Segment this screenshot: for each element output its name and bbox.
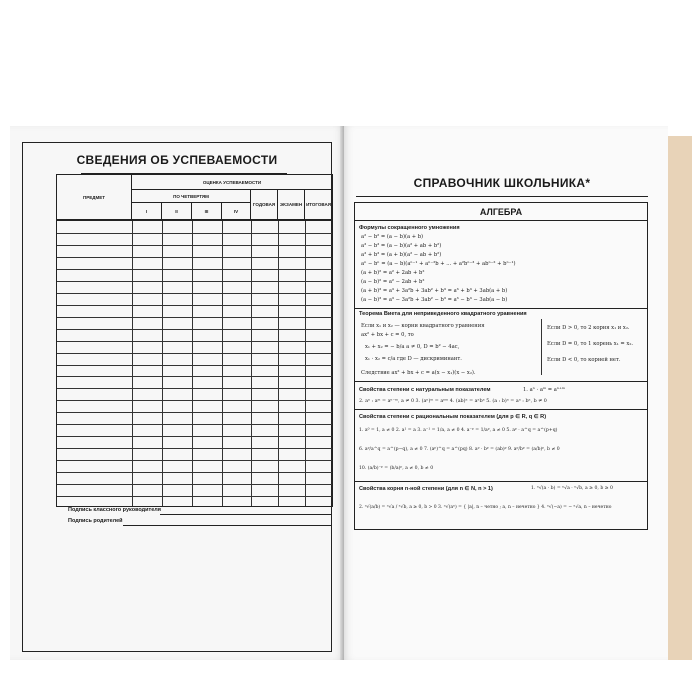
table-row-line [57, 293, 332, 294]
exp-line: 10. (a/b)⁻ᵖ = (b/a)ᵖ, a ≠ 0, b ≠ 0 [359, 466, 434, 471]
exp-line: 1. a⁰ = 1, a ≠ 0 2. a¹ = a 3. a⁻¹ = 1/a, a ≠ 0 4. a⁻ᵖ = 1/aᵖ, a ≠ 0 5. aᵖ · a^q = a^(p+q) [359, 428, 558, 433]
table-row-line [57, 305, 332, 306]
d-case: Если D = 0, то 1 корень x₁ = x₂. [547, 341, 634, 347]
table-column-line [278, 221, 279, 506]
table-row-line [57, 388, 332, 389]
table-row-line [57, 400, 332, 401]
viete-line: Если x₁ и x₂ — корни квадратного уравнения [361, 323, 485, 329]
formula-line: a³ − b³ = (a − b)(a² + ab + b²) [361, 243, 442, 249]
table-row-line [57, 376, 332, 377]
table-column-line [251, 221, 252, 506]
cover-edge [668, 136, 692, 660]
viete-line: x₁ · x₂ = c/a где D — дискриминант. [365, 356, 462, 362]
root-line: 2. ⁿ√(a/b) = ⁿ√a / ⁿ√b, a ≥ 0, b > 0 3. ⁿ√(aⁿ) = { |a|, n – четно ; a, n – нечетно } 4. ⁿ√(−a) = − ⁿ√a, n – нечетно [359, 505, 612, 510]
table-row-line [57, 412, 332, 413]
open-notebook [10, 126, 694, 660]
table-row-line [57, 353, 332, 354]
table-column-line [192, 221, 193, 506]
table-row-line [57, 341, 332, 342]
formula-line: aⁿ − bⁿ = (a − b)(aⁿ⁻¹ + aⁿ⁻²b + ... + a²bⁿ⁻³ + abⁿ⁻² + bⁿ⁻¹) [361, 261, 516, 267]
table-row-line [57, 365, 332, 366]
table-row-line [57, 448, 332, 449]
table-column-line [305, 221, 306, 506]
sig-parents-label: Подпись родителей [68, 518, 123, 524]
col-subject: ПРЕДМЕТ [56, 174, 132, 220]
col-quarters: ПО ЧЕТВЕРТЯМ [131, 189, 251, 203]
sec-root: Свойства корня n-ной степени (для n ∈ N, n > 1) [359, 486, 493, 492]
algebra-frame [354, 202, 648, 530]
col-final: ИТОГОВАЯ [304, 189, 333, 220]
grades-title: СВЕДЕНИЯ ОБ УСПЕВАЕМОСТИ [76, 153, 278, 167]
col-q2: II [161, 202, 192, 220]
table-row-line [57, 484, 332, 485]
root-line: 1. ⁿ√(a · b) = ⁿ√a · ⁿ√b, a ≥ 0, b ≥ 0 [531, 486, 613, 491]
exp-line: 1. aⁿ · aᵐ = aⁿ⁺ᵐ [523, 387, 566, 393]
table-row-line [57, 472, 332, 473]
viete-line: Следствие ax² + bx + c = a(x − x₁)(x − x₂). [361, 370, 476, 376]
table-row-line [57, 281, 332, 282]
col-q3: III [191, 202, 222, 220]
divider [355, 381, 647, 382]
d-case: Если D > 0, то 2 корня x₁ и x₂. [547, 325, 630, 331]
table-row-line [57, 496, 332, 497]
formula-line: a³ + b³ = (a + b)(a² − ab + b²) [361, 252, 442, 258]
exp-line: 6. aᵖ/a^q = a^(p−q), a ≠ 0 7. (aᵖ)^q = a^(pq) 8. aᵖ · bᵖ = (ab)ᵖ 9. aᵖ/bᵖ = (a/b)ᵖ, b ≠ 0 [359, 447, 560, 452]
table-row-line [57, 460, 332, 461]
divider [355, 308, 647, 309]
table-row-line [57, 233, 332, 234]
table-column-line [132, 221, 133, 506]
viete-line: ax² + bx + c = 0, то [361, 332, 414, 338]
left-page [10, 126, 344, 660]
formula-line: (a − b)² = a² − 2ab + b² [361, 279, 425, 285]
algebra-subtitle-line [355, 220, 647, 221]
sec-viete: Теорема Виета для неприведенного квадратного уравнения [359, 311, 527, 317]
sig-parents-line [123, 525, 332, 526]
sec-rational-exp: Свойства степени с рациональным показателем (для p ∈ R, q ∈ R) [359, 414, 547, 420]
sig-teacher-label: Подпись классного руководителя [68, 507, 161, 513]
reference-title-bar [356, 196, 648, 197]
table-column-line [162, 221, 163, 506]
divider [355, 481, 647, 482]
formula-line: a² − b² = (a − b)(a + b) [361, 234, 424, 240]
formula-line: (a + b)² = a² + 2ab + b² [361, 270, 425, 276]
table-column-line [222, 221, 223, 506]
right-page [344, 126, 668, 660]
sec-abbrev-mult: Формулы сокращенного умножения [359, 225, 460, 231]
algebra-subtitle: АЛГЕБРА [479, 207, 523, 217]
exp-line: 2. aⁿ : aᵐ = aⁿ⁻ᵐ, a ≠ 0 3. (aⁿ)ᵐ = aⁿᵐ 4. (ab)ⁿ = aⁿbⁿ 5. (a : b)ⁿ = aⁿ : bⁿ, b ≠ 0 [359, 399, 547, 404]
table-row-line [57, 424, 332, 425]
sig-teacher-line [160, 514, 332, 515]
divider [355, 409, 647, 410]
col-exam: ЭКЗАМЕН [277, 189, 305, 220]
reference-title: СПРАВОЧНИК ШКОЛЬНИКА* [413, 176, 591, 190]
col-q1: I [131, 202, 162, 220]
table-row-line [57, 436, 332, 437]
col-year: ГОДОВАЯ [250, 189, 278, 220]
grades-table-body [56, 220, 333, 507]
formula-line: (a + b)³ = a³ + 3a²b + 3ab² + b³ = a³ + b³ + 3ab(a + b) [361, 288, 508, 294]
viete-line: x₁ + x₂ = − b/a a ≠ 0, D = b² − 4ac, [365, 344, 460, 350]
table-row-line [57, 329, 332, 330]
table-row-line [57, 317, 332, 318]
viete-divider [541, 319, 542, 375]
sec-natural-exp: Свойства степени с натуральным показателем [359, 387, 491, 393]
table-row-line [57, 245, 332, 246]
d-case: Если D < 0, то корней нет. [547, 357, 621, 363]
formula-line: (a − b)³ = a³ − 3a²b + 3ab² − b³ = a³ − b³ − 3ab(a − b) [361, 297, 508, 303]
table-row-line [57, 269, 332, 270]
table-row-line [57, 257, 332, 258]
col-q4: IV [221, 202, 251, 220]
col-grades: ОЦЕНКА УСПЕВАЕМОСТИ [131, 174, 333, 190]
